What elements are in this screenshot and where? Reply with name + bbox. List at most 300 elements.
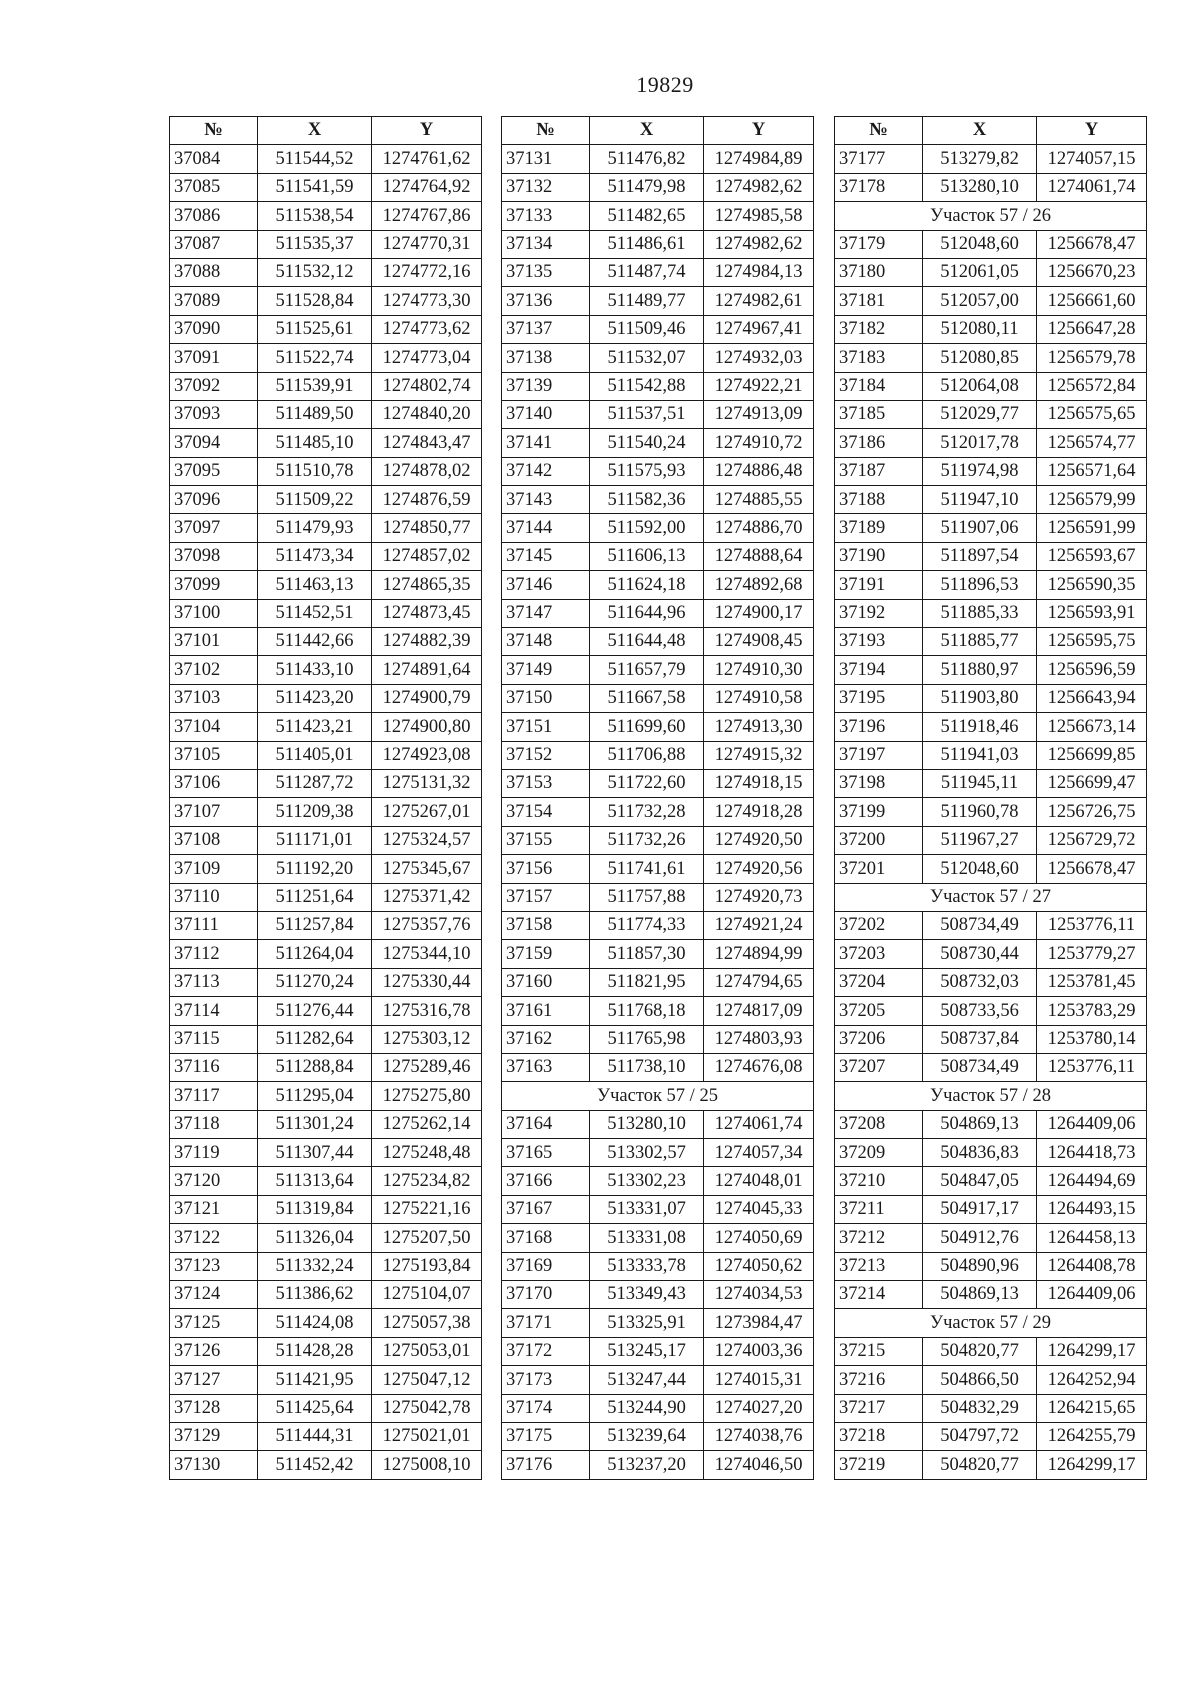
y-coordinate-cell: 1275289,46 bbox=[372, 1053, 482, 1081]
point-number-cell: 37138 bbox=[502, 344, 590, 372]
table-row bbox=[170, 1252, 482, 1280]
x-coordinate-cell: 511544,52 bbox=[258, 145, 372, 173]
x-coordinate-cell: 511897,54 bbox=[923, 542, 1037, 570]
point-number-cell: 37157 bbox=[502, 883, 590, 911]
y-coordinate-cell: 1274908,45 bbox=[704, 628, 814, 656]
x-coordinate-cell: 513280,10 bbox=[923, 173, 1037, 201]
x-coordinate-cell: 512048,60 bbox=[923, 855, 1037, 883]
point-number-cell: 37202 bbox=[835, 911, 923, 939]
point-number-cell: 37172 bbox=[502, 1337, 590, 1365]
y-coordinate-cell: 1274932,03 bbox=[704, 344, 814, 372]
point-number-cell: 37121 bbox=[170, 1195, 258, 1223]
table-row bbox=[835, 1025, 1147, 1053]
y-coordinate-cell: 1275042,78 bbox=[372, 1394, 482, 1422]
y-coordinate-cell: 1275371,42 bbox=[372, 883, 482, 911]
point-number-cell: 37186 bbox=[835, 429, 923, 457]
table-row bbox=[170, 287, 482, 315]
table-row bbox=[502, 1110, 814, 1138]
x-coordinate-cell: 511479,93 bbox=[258, 514, 372, 542]
table-row bbox=[170, 1139, 482, 1167]
point-number-cell: 37161 bbox=[502, 997, 590, 1025]
point-number-cell: 37168 bbox=[502, 1224, 590, 1252]
coordinates-table-3 bbox=[834, 116, 1147, 1480]
point-number-cell: 37159 bbox=[502, 940, 590, 968]
y-coordinate-cell: 1256596,59 bbox=[1037, 656, 1147, 684]
y-coordinate-cell: 1275267,01 bbox=[372, 798, 482, 826]
table-row bbox=[170, 628, 482, 656]
x-coordinate-cell: 508732,03 bbox=[923, 968, 1037, 996]
point-number-cell: 37197 bbox=[835, 741, 923, 769]
table-row bbox=[835, 429, 1147, 457]
x-coordinate-cell: 512017,78 bbox=[923, 429, 1037, 457]
point-number-cell: 37087 bbox=[170, 230, 258, 258]
table-row bbox=[170, 230, 482, 258]
x-coordinate-cell: 512061,05 bbox=[923, 258, 1037, 286]
table-row bbox=[502, 855, 814, 883]
point-number-cell: 37127 bbox=[170, 1366, 258, 1394]
table-row bbox=[502, 1451, 814, 1479]
x-coordinate-cell: 511424,08 bbox=[258, 1309, 372, 1337]
table-row bbox=[835, 457, 1147, 485]
y-coordinate-cell: 1274057,15 bbox=[1037, 145, 1147, 173]
point-number-cell: 37195 bbox=[835, 684, 923, 712]
y-coordinate-cell: 1274891,64 bbox=[372, 656, 482, 684]
y-coordinate-cell: 1275221,16 bbox=[372, 1195, 482, 1223]
point-number-cell: 37105 bbox=[170, 741, 258, 769]
x-coordinate-cell: 511732,26 bbox=[590, 826, 704, 854]
y-coordinate-cell: 1264418,73 bbox=[1037, 1139, 1147, 1167]
x-coordinate-cell: 511295,04 bbox=[258, 1082, 372, 1110]
y-coordinate-cell: 1275131,32 bbox=[372, 769, 482, 797]
point-number-cell: 37124 bbox=[170, 1281, 258, 1309]
section-row bbox=[502, 1082, 814, 1110]
x-coordinate-cell: 511732,28 bbox=[590, 798, 704, 826]
x-coordinate-cell: 513244,90 bbox=[590, 1394, 704, 1422]
table-row bbox=[170, 202, 482, 230]
x-coordinate-cell: 512057,00 bbox=[923, 287, 1037, 315]
table-row bbox=[170, 315, 482, 343]
y-coordinate-cell: 1256595,75 bbox=[1037, 628, 1147, 656]
point-number-cell: 37184 bbox=[835, 372, 923, 400]
y-coordinate-cell: 1274027,20 bbox=[704, 1394, 814, 1422]
x-coordinate-cell: 511706,88 bbox=[590, 741, 704, 769]
table-row bbox=[502, 1337, 814, 1365]
y-coordinate-cell: 1256661,60 bbox=[1037, 287, 1147, 315]
y-coordinate-cell: 1274918,28 bbox=[704, 798, 814, 826]
point-number-cell: 37207 bbox=[835, 1053, 923, 1081]
table-row bbox=[502, 968, 814, 996]
y-coordinate-cell: 1274910,58 bbox=[704, 684, 814, 712]
y-coordinate-cell: 1256571,64 bbox=[1037, 457, 1147, 485]
y-coordinate-cell: 1274038,76 bbox=[704, 1422, 814, 1450]
point-number-cell: 37100 bbox=[170, 599, 258, 627]
point-number-cell: 37206 bbox=[835, 1025, 923, 1053]
y-coordinate-cell: 1274915,32 bbox=[704, 741, 814, 769]
table-row bbox=[170, 429, 482, 457]
x-coordinate-cell: 511509,46 bbox=[590, 315, 704, 343]
table-row bbox=[502, 372, 814, 400]
x-coordinate-cell: 511425,64 bbox=[258, 1394, 372, 1422]
table-row bbox=[502, 684, 814, 712]
table-row bbox=[835, 826, 1147, 854]
point-number-cell: 37211 bbox=[835, 1195, 923, 1223]
y-coordinate-cell: 1256579,99 bbox=[1037, 486, 1147, 514]
table-row bbox=[170, 968, 482, 996]
x-coordinate-cell: 511444,31 bbox=[258, 1422, 372, 1450]
x-coordinate-cell: 511974,98 bbox=[923, 457, 1037, 485]
point-number-cell: 37212 bbox=[835, 1224, 923, 1252]
x-coordinate-cell: 511171,01 bbox=[258, 826, 372, 854]
y-coordinate-cell: 1274773,04 bbox=[372, 344, 482, 372]
y-coordinate-cell: 1274920,56 bbox=[704, 855, 814, 883]
point-number-cell: 37193 bbox=[835, 628, 923, 656]
point-number-cell: 37101 bbox=[170, 628, 258, 656]
table-row bbox=[502, 514, 814, 542]
table-row bbox=[170, 1110, 482, 1138]
y-coordinate-cell: 1253783,29 bbox=[1037, 997, 1147, 1025]
y-coordinate-cell: 1275207,50 bbox=[372, 1224, 482, 1252]
point-number-cell: 37183 bbox=[835, 344, 923, 372]
y-coordinate-cell: 1256575,65 bbox=[1037, 400, 1147, 428]
table-row bbox=[170, 713, 482, 741]
table-row bbox=[502, 1394, 814, 1422]
point-number-cell: 37166 bbox=[502, 1167, 590, 1195]
table-row bbox=[170, 1309, 482, 1337]
point-number-cell: 37215 bbox=[835, 1337, 923, 1365]
y-coordinate-cell: 1275330,44 bbox=[372, 968, 482, 996]
point-number-cell: 37214 bbox=[835, 1281, 923, 1309]
y-coordinate-cell: 1275053,01 bbox=[372, 1337, 482, 1365]
x-coordinate-cell: 511473,34 bbox=[258, 542, 372, 570]
y-coordinate-cell: 1256591,99 bbox=[1037, 514, 1147, 542]
point-number-cell: 37169 bbox=[502, 1252, 590, 1280]
table-row bbox=[502, 798, 814, 826]
table-row bbox=[835, 1337, 1147, 1365]
x-coordinate-cell: 504832,29 bbox=[923, 1394, 1037, 1422]
y-coordinate-cell: 1274857,02 bbox=[372, 542, 482, 570]
point-number-cell: 37163 bbox=[502, 1053, 590, 1081]
y-coordinate-cell: 1275234,82 bbox=[372, 1167, 482, 1195]
section-title: Участок 57 / 26 bbox=[835, 202, 1147, 230]
x-coordinate-cell: 511644,48 bbox=[590, 628, 704, 656]
y-coordinate-cell: 1274770,31 bbox=[372, 230, 482, 258]
y-coordinate-cell: 1274840,20 bbox=[372, 400, 482, 428]
table-row bbox=[835, 1224, 1147, 1252]
x-coordinate-cell: 511319,84 bbox=[258, 1195, 372, 1223]
x-coordinate-cell: 508730,44 bbox=[923, 940, 1037, 968]
table-row bbox=[170, 344, 482, 372]
header-number: № bbox=[502, 117, 590, 145]
y-coordinate-cell: 1274850,77 bbox=[372, 514, 482, 542]
x-coordinate-cell: 511405,01 bbox=[258, 741, 372, 769]
point-number-cell: 37188 bbox=[835, 486, 923, 514]
table-row bbox=[502, 258, 814, 286]
x-coordinate-cell: 513245,17 bbox=[590, 1337, 704, 1365]
y-coordinate-cell: 1274803,93 bbox=[704, 1025, 814, 1053]
x-coordinate-cell: 513333,78 bbox=[590, 1252, 704, 1280]
point-number-cell: 37125 bbox=[170, 1309, 258, 1337]
table-row bbox=[170, 798, 482, 826]
table-row bbox=[170, 514, 482, 542]
table-row bbox=[835, 315, 1147, 343]
y-coordinate-cell: 1274676,08 bbox=[704, 1053, 814, 1081]
x-coordinate-cell: 504797,72 bbox=[923, 1422, 1037, 1450]
header-row bbox=[835, 117, 1147, 145]
y-coordinate-cell: 1253776,11 bbox=[1037, 911, 1147, 939]
x-coordinate-cell: 511423,21 bbox=[258, 713, 372, 741]
point-number-cell: 37175 bbox=[502, 1422, 590, 1450]
y-coordinate-cell: 1275324,57 bbox=[372, 826, 482, 854]
table-row bbox=[835, 855, 1147, 883]
y-coordinate-cell: 1274876,59 bbox=[372, 486, 482, 514]
y-coordinate-cell: 1274984,13 bbox=[704, 258, 814, 286]
table-row bbox=[835, 287, 1147, 315]
point-number-cell: 37141 bbox=[502, 429, 590, 457]
point-number-cell: 37150 bbox=[502, 684, 590, 712]
table-row bbox=[502, 713, 814, 741]
x-coordinate-cell: 504912,76 bbox=[923, 1224, 1037, 1252]
point-number-cell: 37151 bbox=[502, 713, 590, 741]
table-row bbox=[502, 1366, 814, 1394]
point-number-cell: 37128 bbox=[170, 1394, 258, 1422]
point-number-cell: 37174 bbox=[502, 1394, 590, 1422]
point-number-cell: 37090 bbox=[170, 315, 258, 343]
x-coordinate-cell: 511442,66 bbox=[258, 628, 372, 656]
y-coordinate-cell: 1264493,15 bbox=[1037, 1195, 1147, 1223]
table-body bbox=[502, 145, 814, 1479]
x-coordinate-cell: 511699,60 bbox=[590, 713, 704, 741]
y-coordinate-cell: 1273984,47 bbox=[704, 1309, 814, 1337]
section-title: Участок 57 / 25 bbox=[502, 1082, 814, 1110]
header-number: № bbox=[170, 117, 258, 145]
table-row bbox=[170, 173, 482, 201]
x-coordinate-cell: 511386,62 bbox=[258, 1281, 372, 1309]
point-number-cell: 37144 bbox=[502, 514, 590, 542]
point-number-cell: 37122 bbox=[170, 1224, 258, 1252]
table-row bbox=[170, 911, 482, 939]
point-number-cell: 37132 bbox=[502, 173, 590, 201]
x-coordinate-cell: 504917,17 bbox=[923, 1195, 1037, 1223]
y-coordinate-cell: 1264408,78 bbox=[1037, 1252, 1147, 1280]
point-number-cell: 37204 bbox=[835, 968, 923, 996]
y-coordinate-cell: 1256579,78 bbox=[1037, 344, 1147, 372]
x-coordinate-cell: 511428,28 bbox=[258, 1337, 372, 1365]
table-row bbox=[170, 826, 482, 854]
point-number-cell: 37171 bbox=[502, 1309, 590, 1337]
y-coordinate-cell: 1256590,35 bbox=[1037, 571, 1147, 599]
point-number-cell: 37190 bbox=[835, 542, 923, 570]
y-coordinate-cell: 1274015,31 bbox=[704, 1366, 814, 1394]
point-number-cell: 37181 bbox=[835, 287, 923, 315]
y-coordinate-cell: 1275021,01 bbox=[372, 1422, 482, 1450]
table-row bbox=[502, 400, 814, 428]
x-coordinate-cell: 511209,38 bbox=[258, 798, 372, 826]
point-number-cell: 37136 bbox=[502, 287, 590, 315]
table-row bbox=[835, 1139, 1147, 1167]
point-number-cell: 37106 bbox=[170, 769, 258, 797]
x-coordinate-cell: 504836,83 bbox=[923, 1139, 1037, 1167]
x-coordinate-cell: 511332,24 bbox=[258, 1252, 372, 1280]
point-number-cell: 37096 bbox=[170, 486, 258, 514]
point-number-cell: 37148 bbox=[502, 628, 590, 656]
x-coordinate-cell: 511582,36 bbox=[590, 486, 704, 514]
x-coordinate-cell: 504869,13 bbox=[923, 1110, 1037, 1138]
point-number-cell: 37185 bbox=[835, 400, 923, 428]
table-row bbox=[835, 940, 1147, 968]
y-coordinate-cell: 1256678,47 bbox=[1037, 230, 1147, 258]
table-row bbox=[502, 486, 814, 514]
x-coordinate-cell: 513237,20 bbox=[590, 1451, 704, 1479]
x-coordinate-cell: 511528,84 bbox=[258, 287, 372, 315]
header-x: X bbox=[590, 117, 704, 145]
point-number-cell: 37126 bbox=[170, 1337, 258, 1365]
y-coordinate-cell: 1274913,30 bbox=[704, 713, 814, 741]
y-coordinate-cell: 1256729,72 bbox=[1037, 826, 1147, 854]
table-row bbox=[502, 429, 814, 457]
header-row bbox=[502, 117, 814, 145]
x-coordinate-cell: 511885,33 bbox=[923, 599, 1037, 627]
table-row bbox=[170, 145, 482, 173]
table-row bbox=[835, 1281, 1147, 1309]
x-coordinate-cell: 513349,43 bbox=[590, 1281, 704, 1309]
table-row bbox=[170, 486, 482, 514]
y-coordinate-cell: 1274885,55 bbox=[704, 486, 814, 514]
y-coordinate-cell: 1274003,36 bbox=[704, 1337, 814, 1365]
point-number-cell: 37209 bbox=[835, 1139, 923, 1167]
y-coordinate-cell: 1274982,62 bbox=[704, 173, 814, 201]
x-coordinate-cell: 511774,33 bbox=[590, 911, 704, 939]
x-coordinate-cell: 513302,57 bbox=[590, 1139, 704, 1167]
x-coordinate-cell: 511282,64 bbox=[258, 1025, 372, 1053]
point-number-cell: 37091 bbox=[170, 344, 258, 372]
point-number-cell: 37213 bbox=[835, 1252, 923, 1280]
y-coordinate-cell: 1256572,84 bbox=[1037, 372, 1147, 400]
point-number-cell: 37085 bbox=[170, 173, 258, 201]
y-coordinate-cell: 1275357,76 bbox=[372, 911, 482, 939]
point-number-cell: 37130 bbox=[170, 1451, 258, 1479]
point-number-cell: 37143 bbox=[502, 486, 590, 514]
point-number-cell: 37218 bbox=[835, 1422, 923, 1450]
header-row bbox=[170, 117, 482, 145]
y-coordinate-cell: 1274057,34 bbox=[704, 1139, 814, 1167]
table-row bbox=[835, 344, 1147, 372]
table-row bbox=[835, 542, 1147, 570]
y-coordinate-cell: 1274764,92 bbox=[372, 173, 482, 201]
table-row bbox=[502, 542, 814, 570]
table-row bbox=[835, 173, 1147, 201]
x-coordinate-cell: 511423,20 bbox=[258, 684, 372, 712]
point-number-cell: 37154 bbox=[502, 798, 590, 826]
table-row bbox=[502, 457, 814, 485]
x-coordinate-cell: 511945,11 bbox=[923, 769, 1037, 797]
point-number-cell: 37117 bbox=[170, 1082, 258, 1110]
point-number-cell: 37199 bbox=[835, 798, 923, 826]
y-coordinate-cell: 1274034,53 bbox=[704, 1281, 814, 1309]
point-number-cell: 37170 bbox=[502, 1281, 590, 1309]
point-number-cell: 37094 bbox=[170, 429, 258, 457]
point-number-cell: 37120 bbox=[170, 1167, 258, 1195]
table-row bbox=[170, 940, 482, 968]
point-number-cell: 37116 bbox=[170, 1053, 258, 1081]
point-number-cell: 37111 bbox=[170, 911, 258, 939]
point-number-cell: 37179 bbox=[835, 230, 923, 258]
x-coordinate-cell: 511452,51 bbox=[258, 599, 372, 627]
y-coordinate-cell: 1275193,84 bbox=[372, 1252, 482, 1280]
y-coordinate-cell: 1274982,62 bbox=[704, 230, 814, 258]
x-coordinate-cell: 511539,91 bbox=[258, 372, 372, 400]
table-row bbox=[502, 826, 814, 854]
y-coordinate-cell: 1274048,01 bbox=[704, 1167, 814, 1195]
table-row bbox=[835, 1167, 1147, 1195]
x-coordinate-cell: 511270,24 bbox=[258, 968, 372, 996]
table-row bbox=[502, 1025, 814, 1053]
x-coordinate-cell: 511885,77 bbox=[923, 628, 1037, 656]
x-coordinate-cell: 511947,10 bbox=[923, 486, 1037, 514]
x-coordinate-cell: 511288,84 bbox=[258, 1053, 372, 1081]
table-row bbox=[170, 997, 482, 1025]
table-row bbox=[502, 202, 814, 230]
point-number-cell: 37131 bbox=[502, 145, 590, 173]
y-coordinate-cell: 1274900,79 bbox=[372, 684, 482, 712]
table-row bbox=[835, 1394, 1147, 1422]
x-coordinate-cell: 511541,59 bbox=[258, 173, 372, 201]
x-coordinate-cell: 511489,50 bbox=[258, 400, 372, 428]
x-coordinate-cell: 511903,80 bbox=[923, 684, 1037, 712]
y-coordinate-cell: 1274865,35 bbox=[372, 571, 482, 599]
x-coordinate-cell: 511880,97 bbox=[923, 656, 1037, 684]
x-coordinate-cell: 511257,84 bbox=[258, 911, 372, 939]
section-title: Участок 57 / 27 bbox=[835, 883, 1147, 911]
point-number-cell: 37093 bbox=[170, 400, 258, 428]
x-coordinate-cell: 511857,30 bbox=[590, 940, 704, 968]
point-number-cell: 37140 bbox=[502, 400, 590, 428]
table-row bbox=[170, 1224, 482, 1252]
y-coordinate-cell: 1274985,58 bbox=[704, 202, 814, 230]
y-coordinate-cell: 1274920,50 bbox=[704, 826, 814, 854]
y-coordinate-cell: 1274878,02 bbox=[372, 457, 482, 485]
table-row bbox=[502, 911, 814, 939]
point-number-cell: 37191 bbox=[835, 571, 923, 599]
point-number-cell: 37103 bbox=[170, 684, 258, 712]
table-row bbox=[170, 656, 482, 684]
table-row bbox=[835, 911, 1147, 939]
y-coordinate-cell: 1274892,68 bbox=[704, 571, 814, 599]
y-coordinate-cell: 1275248,48 bbox=[372, 1139, 482, 1167]
y-coordinate-cell: 1253779,27 bbox=[1037, 940, 1147, 968]
header-y: Y bbox=[704, 117, 814, 145]
y-coordinate-cell: 1253781,45 bbox=[1037, 968, 1147, 996]
x-coordinate-cell: 511307,44 bbox=[258, 1139, 372, 1167]
x-coordinate-cell: 513239,64 bbox=[590, 1422, 704, 1450]
x-coordinate-cell: 511525,61 bbox=[258, 315, 372, 343]
point-number-cell: 37142 bbox=[502, 457, 590, 485]
point-number-cell: 37099 bbox=[170, 571, 258, 599]
table-row bbox=[835, 769, 1147, 797]
y-coordinate-cell: 1274886,70 bbox=[704, 514, 814, 542]
table-row bbox=[835, 968, 1147, 996]
y-coordinate-cell: 1253776,11 bbox=[1037, 1053, 1147, 1081]
x-coordinate-cell: 504869,13 bbox=[923, 1281, 1037, 1309]
table-row bbox=[835, 486, 1147, 514]
y-coordinate-cell: 1274873,45 bbox=[372, 599, 482, 627]
point-number-cell: 37219 bbox=[835, 1451, 923, 1479]
table-row bbox=[170, 741, 482, 769]
y-coordinate-cell: 1256678,47 bbox=[1037, 855, 1147, 883]
table-row bbox=[170, 855, 482, 883]
point-number-cell: 37088 bbox=[170, 258, 258, 286]
table-row bbox=[835, 1451, 1147, 1479]
y-coordinate-cell: 1264409,06 bbox=[1037, 1281, 1147, 1309]
